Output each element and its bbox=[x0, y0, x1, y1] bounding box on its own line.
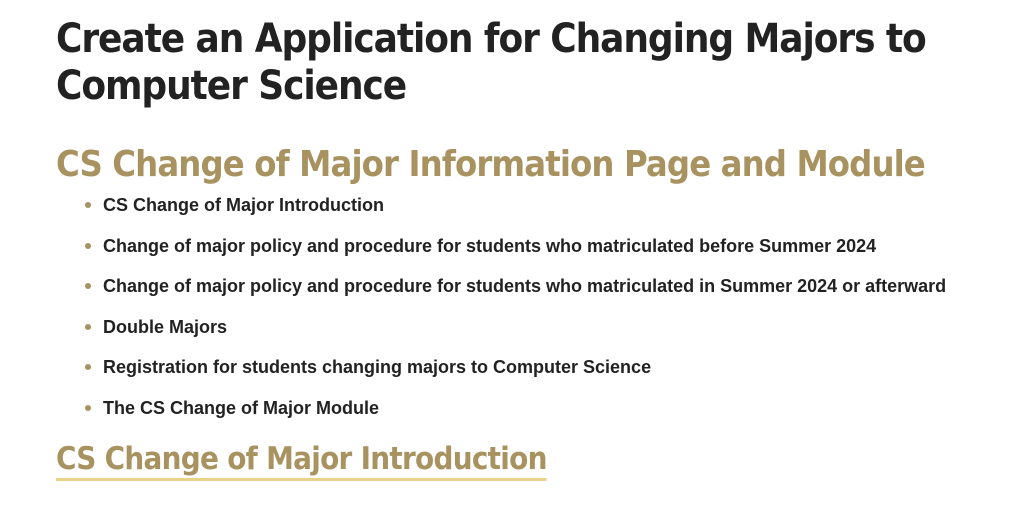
toc-item-policy-before-2024[interactable] bbox=[103, 235, 999, 257]
toc-item-double-majors[interactable] bbox=[103, 316, 999, 338]
section-heading: CS Change of Major Information Page and Module bbox=[56, 144, 925, 185]
toc-item-module[interactable] bbox=[103, 397, 999, 419]
bullet-icon bbox=[85, 324, 91, 330]
toc-item-introduction[interactable] bbox=[103, 194, 999, 216]
toc-item-label: Change of major policy and procedure for students who matriculated before Summer 2024 bbox=[103, 235, 877, 256]
toc-item-label: Change of major policy and procedure for students who matriculated in Summer 2024 or afterward bbox=[103, 276, 947, 296]
toc-item-registration[interactable] bbox=[103, 356, 999, 378]
toc-item-policy-after-2024[interactable] bbox=[103, 275, 999, 297]
bullet-icon bbox=[85, 283, 91, 289]
toc-item-label: Registration for students changing majors to Computer Science bbox=[103, 357, 652, 377]
page-title-line-1: Create an Application for Changing Majors to bbox=[56, 16, 926, 62]
toc-item-label: Double Majors bbox=[103, 316, 228, 337]
toc-item-label: The CS Change of Major Module bbox=[103, 397, 380, 418]
page-title bbox=[56, 0, 926, 110]
bullet-icon bbox=[85, 364, 91, 370]
subsection-heading-link[interactable]: CS Change of Major Introduction bbox=[56, 440, 547, 481]
toc-item-label: CS Change of Major Introduction bbox=[103, 195, 384, 215]
bullet-icon bbox=[85, 243, 91, 249]
bullet-icon bbox=[85, 202, 91, 208]
table-of-contents bbox=[56, 194, 999, 419]
bullet-icon bbox=[85, 405, 91, 411]
page-title-line-2: Computer Science bbox=[56, 63, 407, 109]
